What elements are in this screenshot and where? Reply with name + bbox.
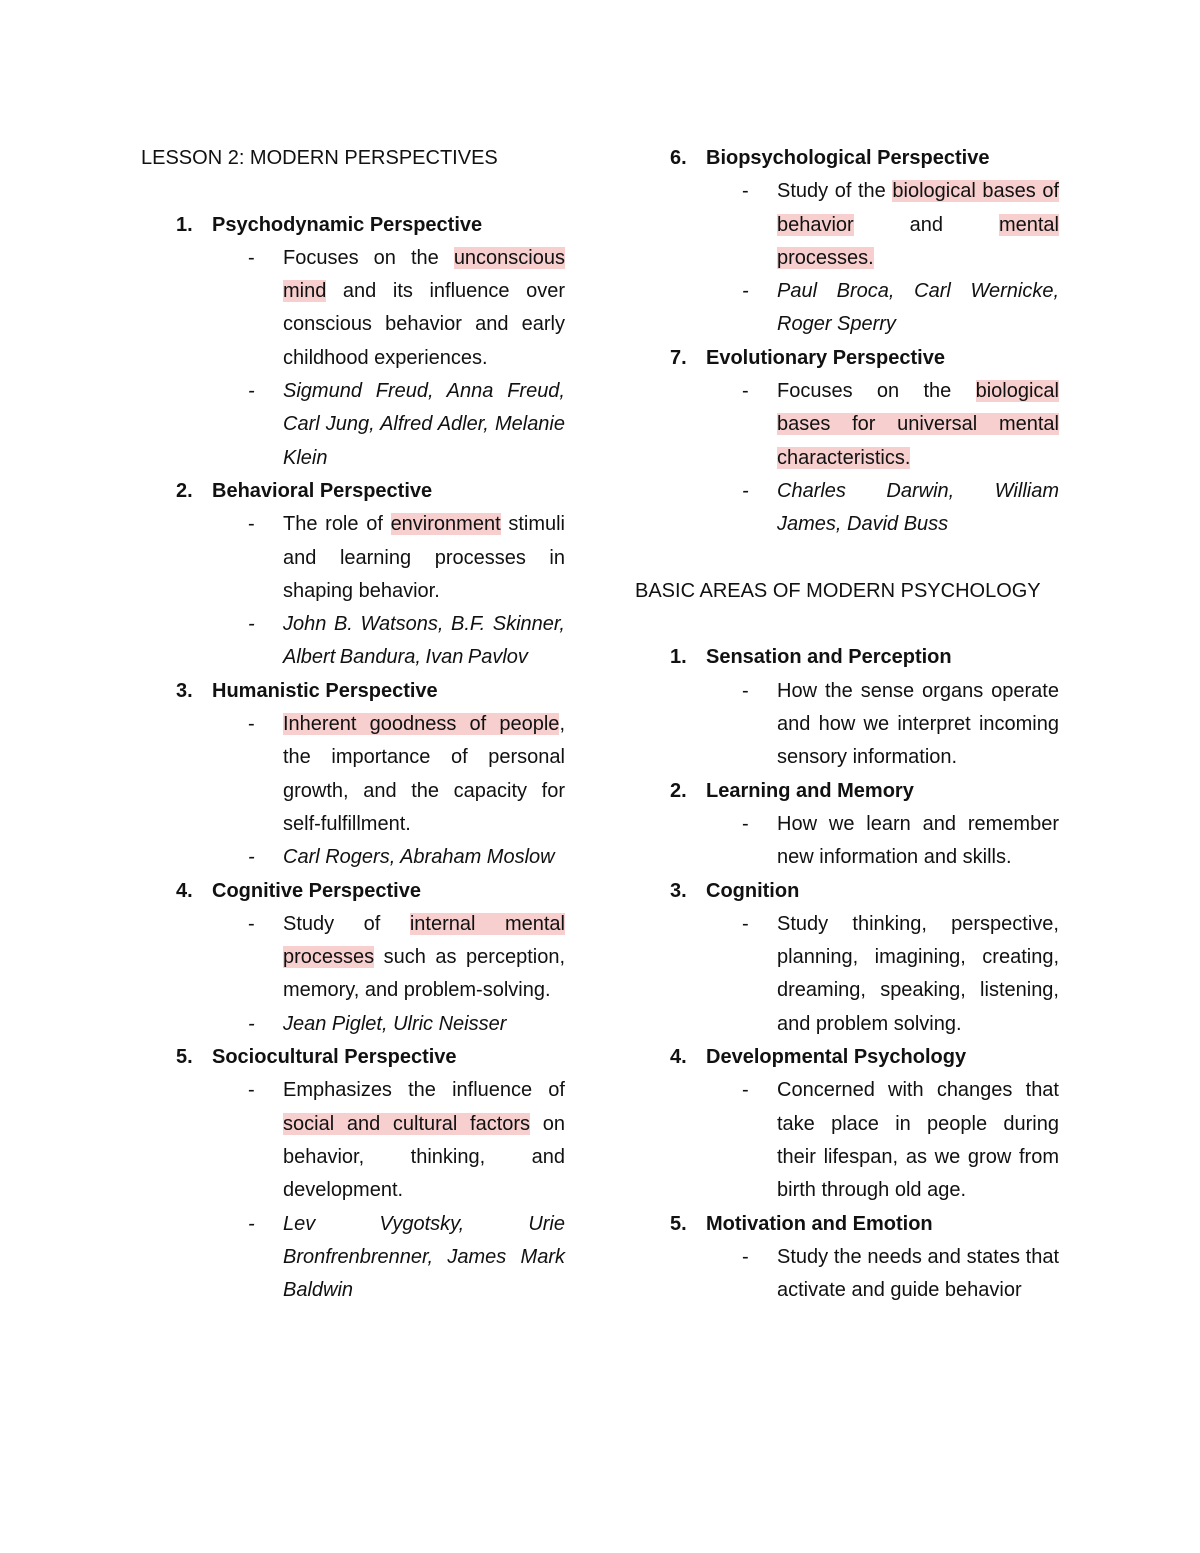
description-bullet: - How the sense organs operate and how we interpret incoming sensory information. — [742, 679, 1059, 769]
item-number: 7. — [670, 346, 687, 369]
area-item — [635, 1208, 1059, 1308]
highlighted-term: biological bases of behavior — [777, 180, 1059, 236]
item-number: 4. — [670, 1046, 687, 1069]
highlighted-term: internal mental processes — [283, 912, 565, 969]
item-number: 2. — [670, 779, 687, 802]
description-bullet: - Study of internal mental processes such as perception, memory, and problem-solving. — [248, 912, 565, 1002]
perspectives-list-left — [141, 209, 565, 1308]
item-number: 5. — [176, 1046, 193, 1069]
item-title: Cognition — [706, 879, 800, 902]
item-title: Evolutionary Perspective — [706, 346, 945, 369]
item-title: Cognitive Perspective — [212, 879, 421, 902]
perspective-item — [141, 675, 565, 875]
description-bullet: - Study the needs and states that activate and guide behavior — [742, 1245, 1059, 1302]
perspective-item — [141, 209, 565, 475]
area-item — [635, 1041, 1059, 1207]
people-bullet: - Sigmund Freud, Anna Freud, Carl Jung, Alfred Adler, Melanie Klein — [248, 380, 565, 469]
right-column — [635, 142, 1059, 1307]
area-item — [635, 775, 1059, 875]
people-bullet: - Lev Vygotsky, Urie Bronfrenbrenner, James Mark Baldwin — [248, 1212, 565, 1302]
perspective-item — [635, 142, 1059, 342]
people-bullet: - Charles Darwin, William James, David Buss — [742, 479, 1059, 536]
description-bullet: - How we learn and remember new information and skills. — [742, 812, 1059, 869]
item-number: 3. — [670, 879, 687, 902]
item-title: Sociocultural Perspective — [212, 1046, 457, 1069]
people-bullet: - Carl Rogers, Abraham Moslow — [248, 846, 555, 869]
description-bullet: - Inherent goodness of people, the importance of personal growth, and the capacity for self-fulfillment. — [248, 713, 565, 835]
highlighted-term: mental processes. — [777, 213, 1059, 269]
perspective-item — [141, 1041, 565, 1307]
area-item — [635, 875, 1059, 1041]
item-number: 1. — [176, 213, 193, 236]
perspective-item — [141, 475, 565, 675]
item-title: Psychodynamic Perspective — [212, 213, 483, 236]
perspectives-list-right — [635, 142, 1059, 542]
description-bullet: - Focuses on the unconscious mind and its influence over conscious behavior and early childhood experiences. — [248, 246, 565, 369]
item-title: Behavioral Perspective — [212, 479, 433, 502]
highlighted-term: biological bases for universal mental characteristics. — [777, 380, 1059, 469]
item-title: Biopsychological Perspective — [706, 147, 990, 169]
description-bullet: - Focuses on the biological bases for universal mental characteristics. — [742, 380, 1059, 469]
item-number: 3. — [176, 679, 193, 702]
highlighted-term: environment — [390, 513, 501, 536]
description-bullet: - The role of environment stimuli and learning processes in shaping behavior. — [248, 513, 565, 602]
people-bullet: - Paul Broca, Carl Wernicke, Roger Sperry — [742, 280, 1059, 336]
lesson-title: LESSON 2: MODERN PERSPECTIVES — [141, 147, 498, 169]
description-bullet: - Study of the biological bases of behavior and mental processes. — [742, 180, 1059, 269]
area-item — [635, 641, 1059, 774]
areas-title: BASIC AREAS OF MODERN PSYCHOLOGY — [635, 579, 1041, 602]
item-number: 5. — [670, 1212, 687, 1235]
item-title: Learning and Memory — [706, 779, 914, 802]
item-title: Motivation and Emotion — [706, 1212, 933, 1235]
item-number: 2. — [176, 479, 193, 502]
left-column — [141, 142, 565, 1307]
item-title: Humanistic Perspective — [212, 679, 438, 702]
perspective-item — [141, 875, 565, 1041]
item-number: 4. — [176, 879, 193, 902]
item-number: 6. — [670, 147, 687, 169]
item-number: 1. — [670, 646, 687, 669]
item-title: Sensation and Perception — [706, 646, 952, 669]
description-bullet: - Study thinking, perspective, planning, imagining, creating, dreaming, speaking, listening, and problem solving. — [742, 912, 1059, 1035]
description-bullet: - Concerned with changes that take place in people during their lifespan, as we grow from birth through old age. — [742, 1079, 1059, 1202]
description-bullet: - Emphasizes the influence of social and cultural factors on behavior, thinking, and development. — [248, 1079, 565, 1202]
people-bullet: - John B. Watsons, B.F. Skinner, Albert Bandura, Ivan Pavlov — [248, 613, 565, 669]
areas-list — [635, 641, 1059, 1307]
item-title: Developmental Psychology — [706, 1046, 967, 1069]
highlighted-term: unconscious mind — [283, 246, 565, 303]
highlighted-term: social and cultural factors — [283, 1112, 531, 1135]
people-bullet: - Jean Piglet, Ulric Neisser — [248, 1012, 507, 1035]
highlighted-term: Inherent goodness of people — [283, 713, 560, 736]
perspective-item — [635, 342, 1059, 542]
